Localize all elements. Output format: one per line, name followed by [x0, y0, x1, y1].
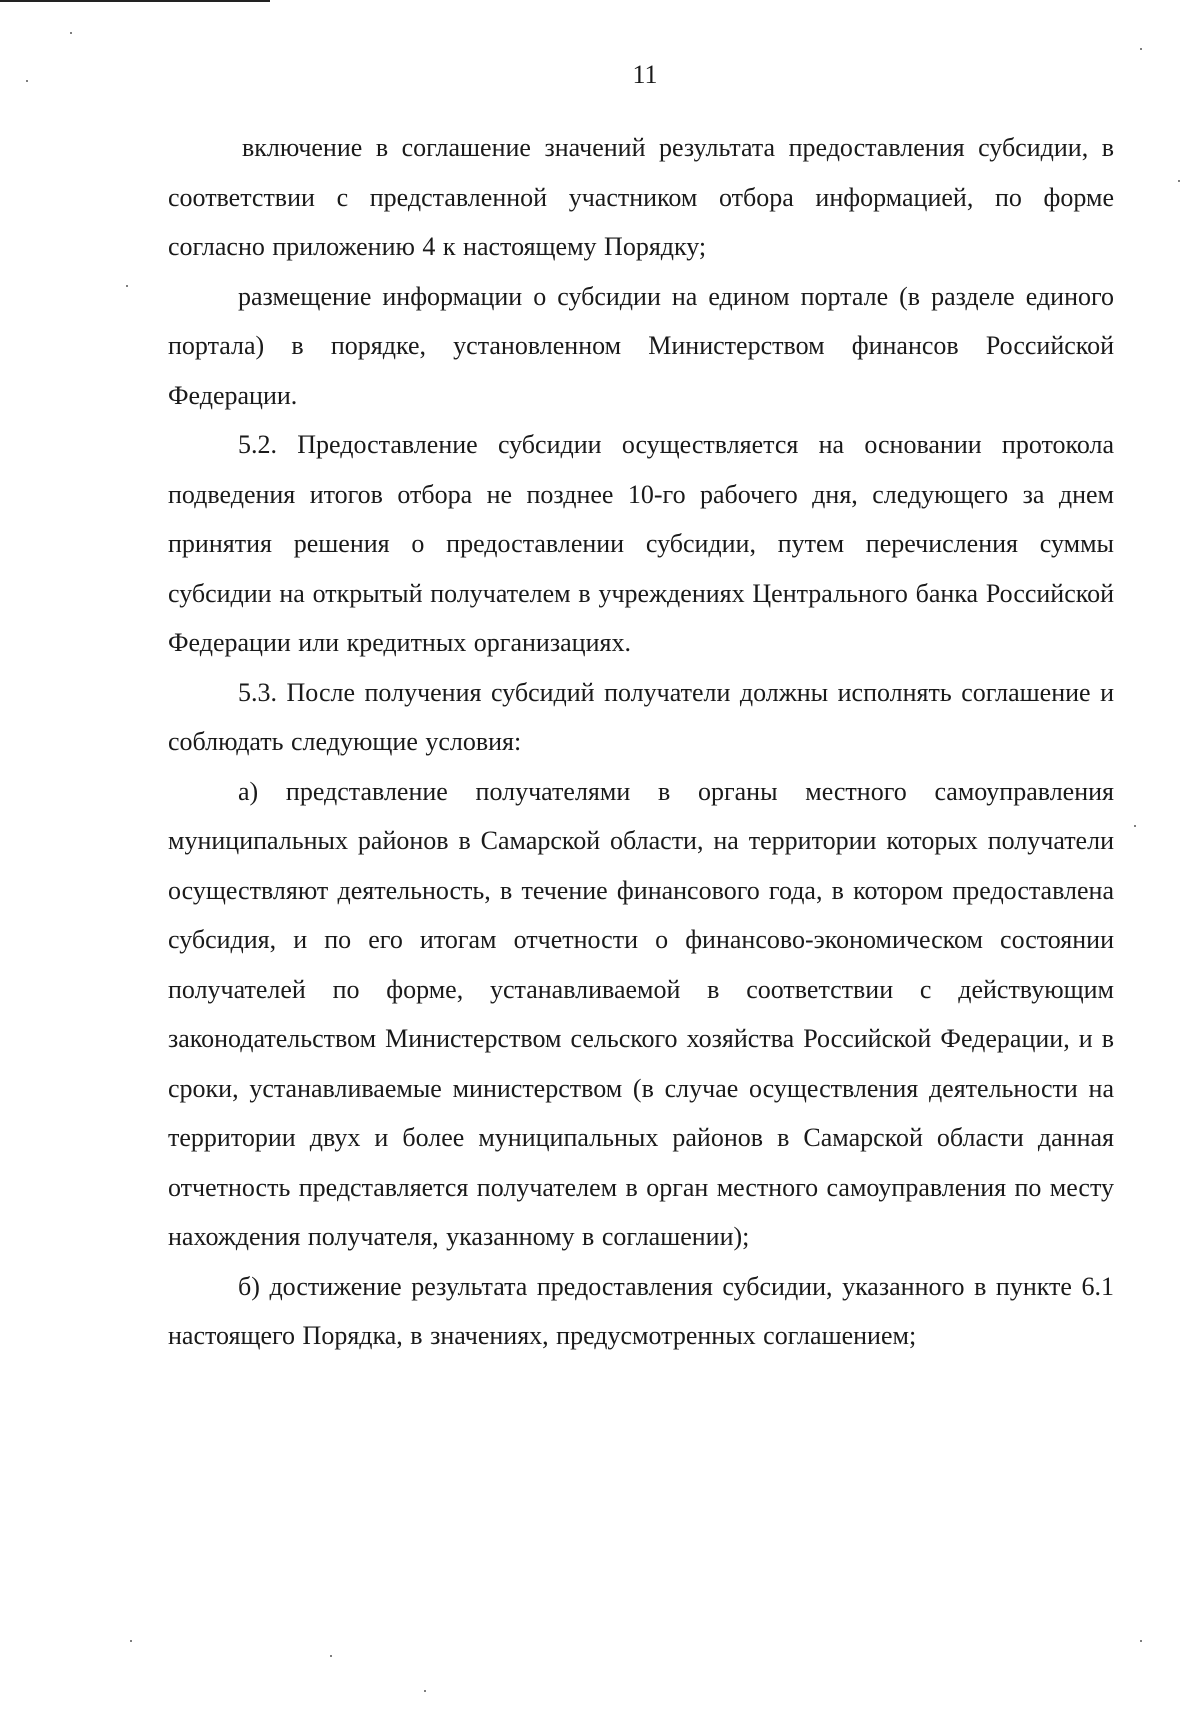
- scan-speck: [424, 1690, 426, 1692]
- scan-speck: [1140, 1640, 1142, 1642]
- scan-speck: [126, 285, 128, 287]
- scan-speck: [1178, 180, 1180, 182]
- page-number: 11: [632, 60, 658, 89]
- paragraph: 5.3. После получения субсидий получатели должны исполнять соглашение и соблюдать следующие условия:: [168, 677, 1114, 756]
- scan-edge-line: [0, 0, 270, 2]
- scan-speck: [1134, 825, 1136, 827]
- scan-speck: [1140, 48, 1142, 50]
- paragraph: 5.2. Предоставление субсидии осуществляется на основании протокола подведения итогов отбора не позднее 10-го рабочего дня, следующего за днем принятия решения о предоставлении субсидии, путем перечисления суммы субсидии на открытый получателем в учреждениях Центрального банка Российской Федерации или кредитных организациях.: [168, 430, 1114, 657]
- scan-speck: [130, 1640, 132, 1642]
- paragraph: размещение информации о субсидии на едином портале (в разделе единого портала) в порядке, установленном Министерством финансов Российской Федерации.: [168, 281, 1114, 410]
- scan-speck: [330, 1655, 332, 1657]
- document-body: [168, 123, 1114, 1361]
- scan-speck: [70, 32, 72, 34]
- paragraph: а) представление получателями в органы местного самоуправления муниципальных районов в Самарской области, на территории которых получатели осуществляют деятельность, в течение финансового года, в котором предоставлена субсидия, и по его итогам отчетности о финансово-экономическом состоянии получателей по форме, устанавливаемой в соответствии с действующим законодательством Министерством сельского хозяйства Российской Федерации, и в сроки, устанавливаемые министерством (в случае осуществления деятельности на территории двух и более муниципальных районов в Самарской области данная отчетность представляется получателем в орган местного самоуправления по месту нахождения получателя, указанному в соглашении);: [168, 776, 1114, 1251]
- paragraph: б) достижение результата предоставления субсидии, указанного в пункте 6.1 настоящего Порядка, в значениях, предусмотренных соглашением;: [168, 1271, 1114, 1350]
- paragraph: включение в соглашение значений результата предоставления субсидии, в соответствии с представленной участником отбора информацией, по форме согласно приложению 4 к настоящему Порядку;: [168, 133, 1114, 261]
